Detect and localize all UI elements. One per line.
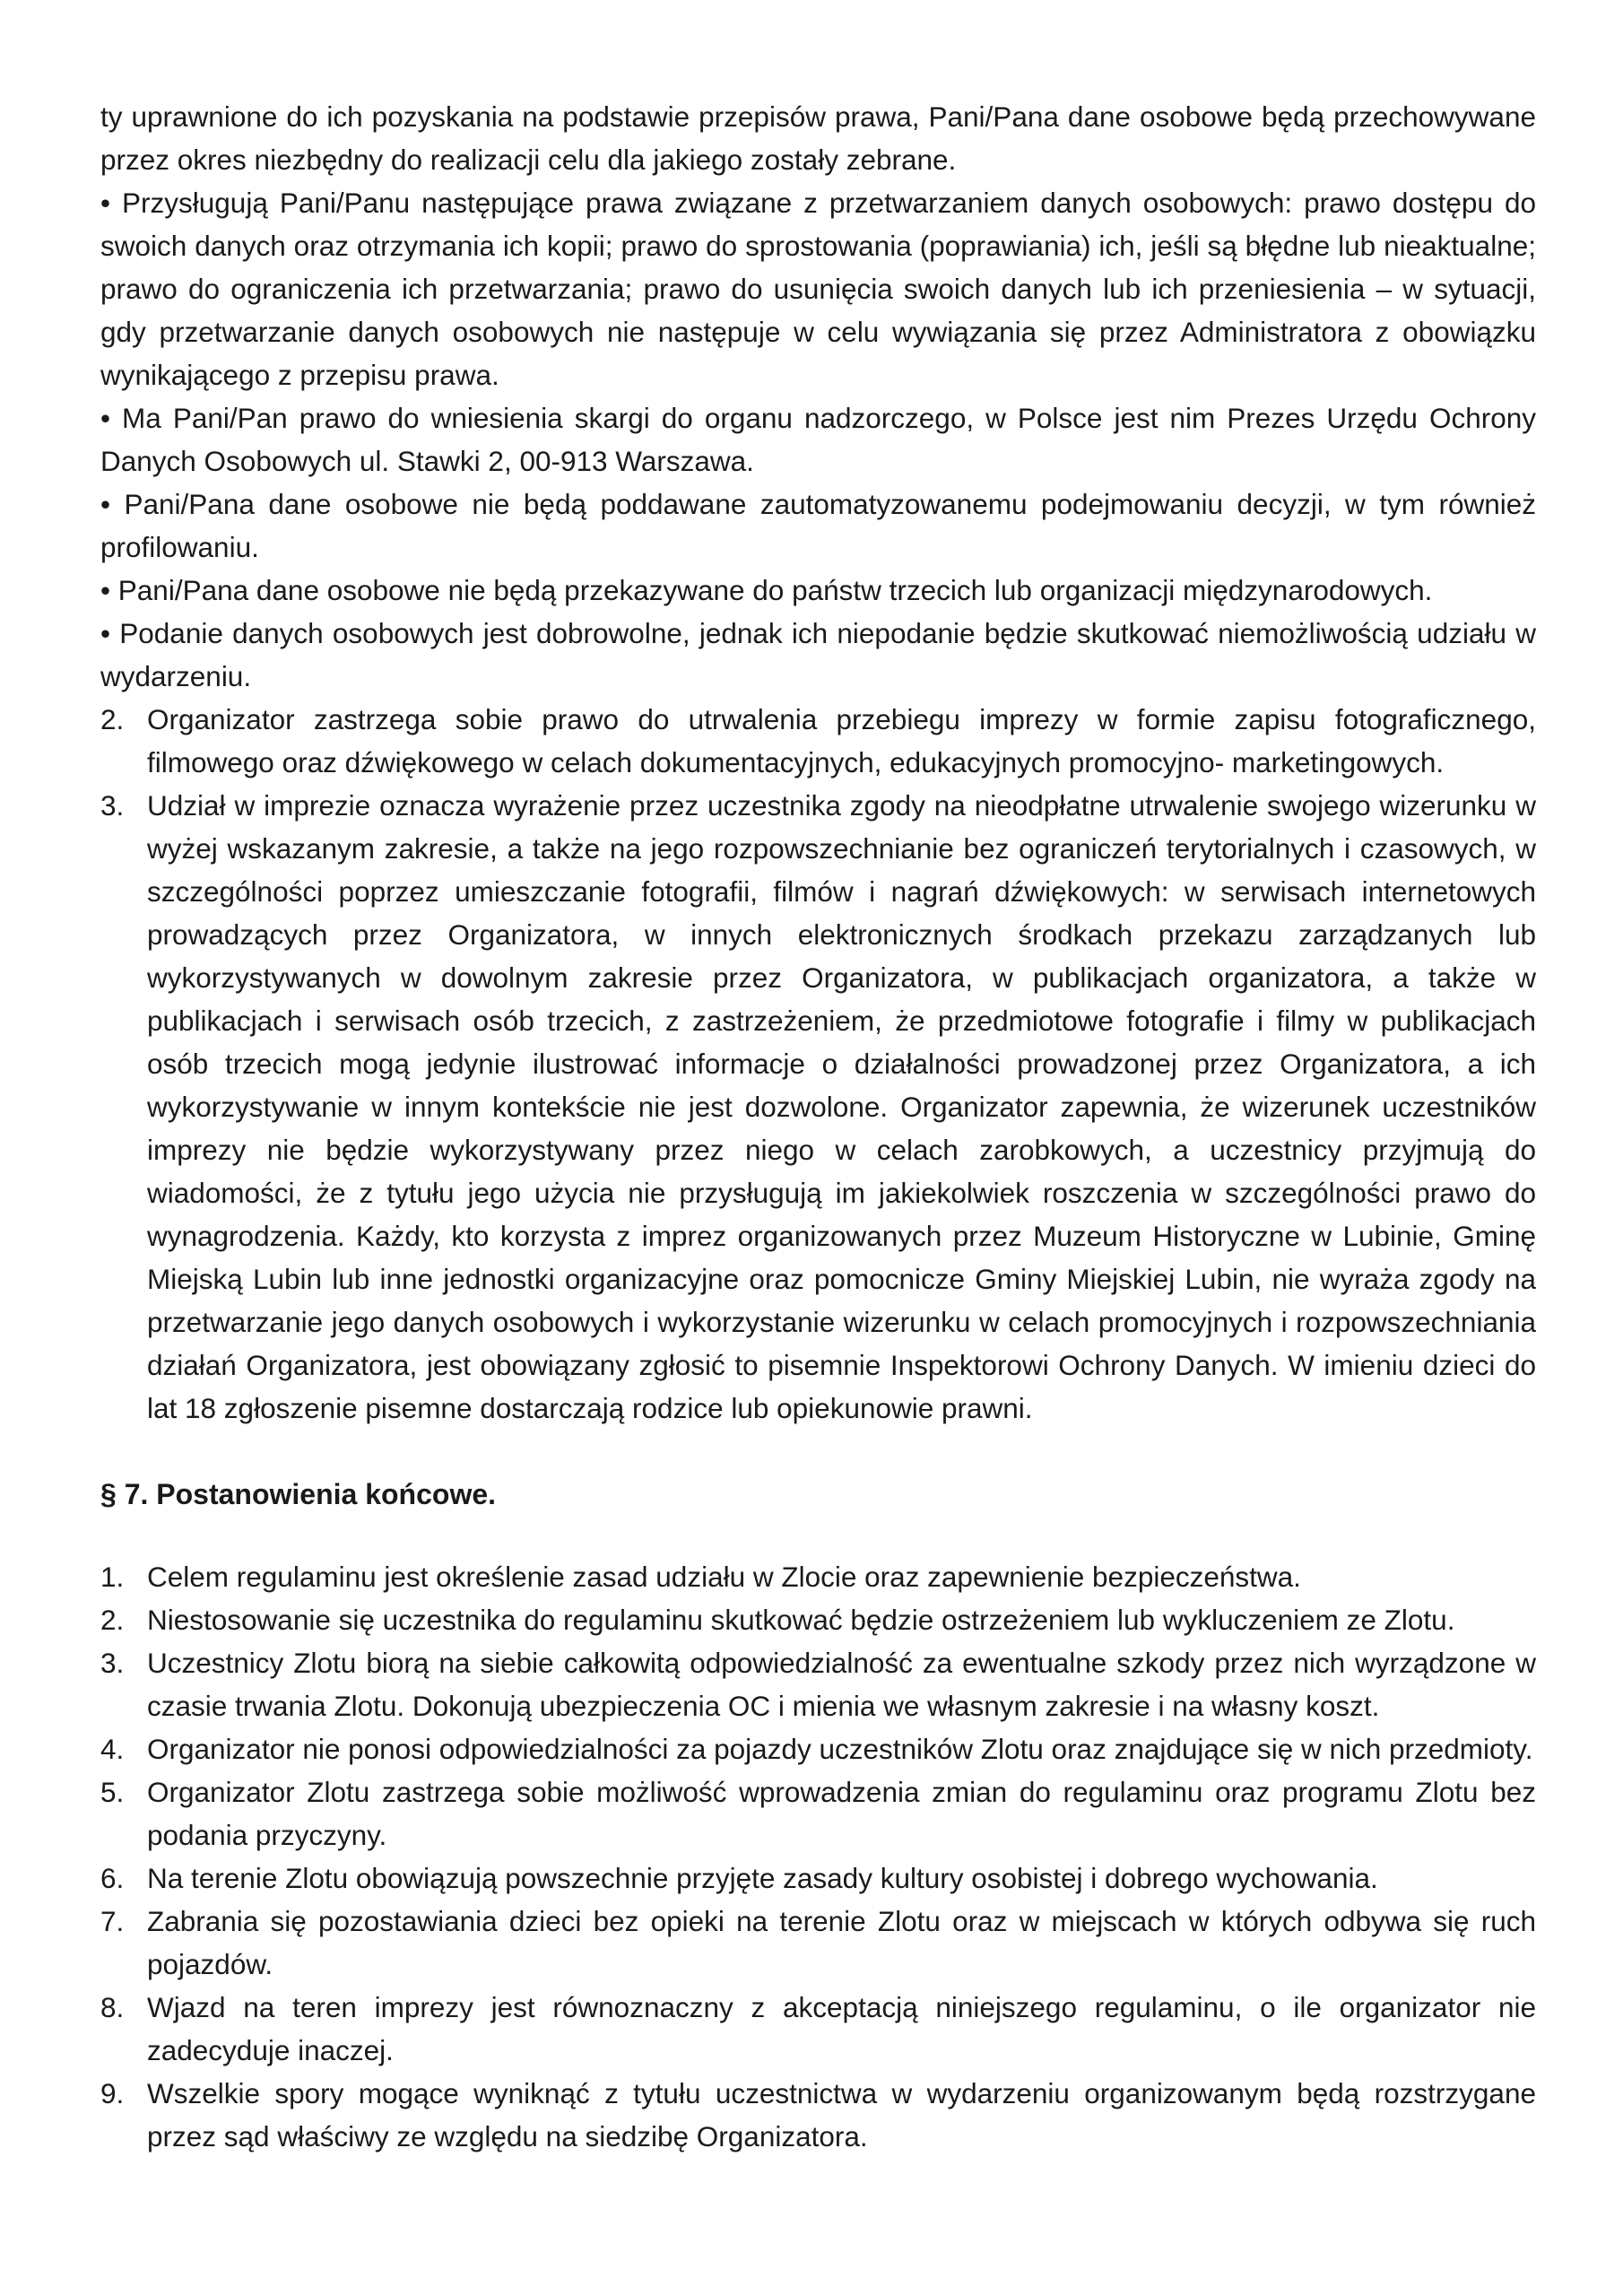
list-item-text: Uczestnicy Zlotu biorą na siebie całkowitą odpowiedzialność za ewentualne szkody przez nich wyrządzone w czasie trwania Zlotu. Dokonują ubezpieczenia OC i mienia we własnym zakresie i na własny koszt.	[147, 1647, 1536, 1722]
rights-paragraph: • Przysługują Pani/Panu następujące prawa związane z przetwarzaniem danych osobowych: prawo dostępu do swoich danych oraz otrzymania ich kopii; prawo do sprostowania (poprawiania) ich, jeśli są błędne lub nieaktualne; prawo do ograniczenia ich przetwarzania; prawo do usunięcia swoich danych lub ich przeniesienia – w sytuacji, gdy przetwarzanie danych osobowych nie następuje w celu wywiązania się przez Administratora z obowiązku wynikającego z przepisu prawa.	[100, 187, 1536, 391]
list-item-number: 2.	[100, 1604, 125, 1636]
spacer	[100, 1516, 1536, 1555]
list-item-number: 4.	[100, 1733, 125, 1765]
list-item-text: Organizator nie ponosi odpowiedzialności za pojazdy uczestników Zlotu oraz znajdujące się w nich przedmioty.	[147, 1733, 1533, 1765]
list-item-number: 8.	[100, 1991, 125, 2023]
voluntary-data-paragraph: • Podanie danych osobowych jest dobrowolne, jednak ich niepodanie będzie skutkować niemożliwością udziału w wydarzeniu.	[100, 617, 1536, 692]
list-item	[100, 1555, 1536, 1598]
spacer	[100, 1430, 1536, 1473]
list-item-text: Celem regulaminu jest określenie zasad udziału w Zlocie oraz zapewnienie bezpieczeństwa.	[147, 1561, 1301, 1593]
list-item-number: 1.	[100, 1561, 125, 1593]
list-item	[100, 1641, 1536, 1727]
list-item-text: Udział w imprezie oznacza wyrażenie przez uczestnika zgody na nieodpłatne utrwalenie swojego wizerunku w wyżej wskazanym zakresie, a także na jego rozpowszechnianie bez ograniczeń terytorialnych i czasowych, w szczególności poprzez umieszczanie fotografii, filmów i nagrań dźwiękowych: w serwisach internetowych prowadzących przez Organizatora, w innych elektronicznych środkach przekazu zarządzanych lub wykorzystywanych w dowolnym zakresie przez Organizatora, w publikacjach organizatora, a także w publikacjach i serwisach osób trzecich, z zastrzeżeniem, że przedmiotowe fotografie i filmy w publikacjach osób trzecich mogą jedynie ilustrować informacje o działalności prowadzonej przez Organizatora, a ich wykorzystywanie w innym kontekście nie jest dozwolone. Organizator zapewnia, że wizerunek uczestników imprezy nie będzie wykorzystywany przez niego w celach zarobkowych, a uczestnicy przyjmują do wiadomości, że z tytułu jego użycia nie przysługują im jakiekolwiek roszczenia w szczególności prawo do wynagrodzenia. Każdy, kto korzysta z imprez organizowanych przez Muzeum Historyczne w Lubinie, Gminę Miejską Lubin lub inne jednostki organizacyjne oraz pomocnicze Gminy Miejskiej Lubin, nie wyraża zgody na przetwarzanie jego danych osobowych i wykorzystanie wizerunku w celach promocyjnych i rozpowszechniania działań Organizatora, jest obowiązany zgłosić to pisemnie Inspektorowi Ochrony Danych. W imieniu dzieci do lat 18 zgłoszenie pisemne dostarczają rodzice lub opiekunowie prawni.	[147, 789, 1536, 1424]
list-item	[100, 1770, 1536, 1857]
list-item-text: Zabrania się pozostawiania dzieci bez opieki na terenie Zlotu oraz w miejscach w których odbywa się ruch pojazdów.	[147, 1905, 1536, 1980]
list-item-text: Wszelkie spory mogące wyniknąć z tytułu uczestnictwa w wydarzeniu organizowanym będą rozstrzygane przez sąd właściwy ze względu na siedzibę Organizatora.	[147, 2077, 1536, 2152]
list-item	[100, 1986, 1536, 2072]
complaint-paragraph: • Ma Pani/Pan prawo do wniesienia skargi do organu nadzorczego, w Polsce jest nim Prezes Urzędu Ochrony Danych Osobowych ul. Stawki 2, 00-913 Warszawa.	[100, 402, 1536, 477]
list-item-text: Niestosowanie się uczestnika do regulaminu skutkować będzie ostrzeżeniem lub wykluczeniem ze Zlotu.	[147, 1604, 1455, 1636]
list-item	[100, 1727, 1536, 1770]
list-item	[100, 1598, 1536, 1641]
section7-list	[100, 1555, 1536, 2158]
list-item-text: Wjazd na teren imprezy jest równoznaczny z akceptacją niniejszego regulaminu, o ile organizator nie zadecyduje inaczej.	[147, 1991, 1536, 2066]
list-item	[100, 698, 1536, 784]
list-item-text: Organizator zastrzega sobie prawo do utrwalenia przebiegu imprezy w formie zapisu fotograficznego, filmowego oraz dźwiękowego w celach dokumentacyjnych, edukacyjnych promocyjno- marketingowych.	[147, 703, 1536, 778]
automated-decision-paragraph: • Pani/Pana dane osobowe nie będą poddawane zautomatyzowanemu podejmowaniu decyzji, w tym również profilowaniu.	[100, 488, 1536, 563]
list-item-number: 2.	[100, 703, 125, 735]
third-countries-paragraph: • Pani/Pana dane osobowe nie będą przekazywane do państw trzecich lub organizacji międzynarodowych.	[100, 574, 1433, 606]
list-item-number: 6.	[100, 1862, 125, 1894]
list-item-number: 3.	[100, 789, 125, 822]
list-item-number: 7.	[100, 1905, 125, 1937]
intro-paragraph: ty uprawnione do ich pozyskania na podstawie przepisów prawa, Pani/Pana dane osobowe będą przechowywane przez okres niezbędny do realizacji celu dla jakiego zostały zebrane.	[100, 100, 1536, 176]
list-item-text: Organizator Zlotu zastrzega sobie możliwość wprowadzenia zmian do regulaminu oraz programu Zlotu bez podania przyczyny.	[147, 1776, 1536, 1851]
section-heading: § 7. Postanowienia końcowe.	[100, 1478, 497, 1510]
list-item-number: 9.	[100, 2077, 125, 2109]
document-page	[100, 95, 1536, 2158]
list-item	[100, 784, 1536, 1430]
section6-list	[100, 698, 1536, 1430]
list-item-number: 5.	[100, 1776, 125, 1808]
list-item-number: 3.	[100, 1647, 125, 1679]
list-item-text: Na terenie Zlotu obowiązują powszechnie przyjęte zasady kultury osobistej i dobrego wychowania.	[147, 1862, 1378, 1894]
list-item	[100, 2072, 1536, 2158]
list-item	[100, 1857, 1536, 1900]
list-item	[100, 1900, 1536, 1986]
